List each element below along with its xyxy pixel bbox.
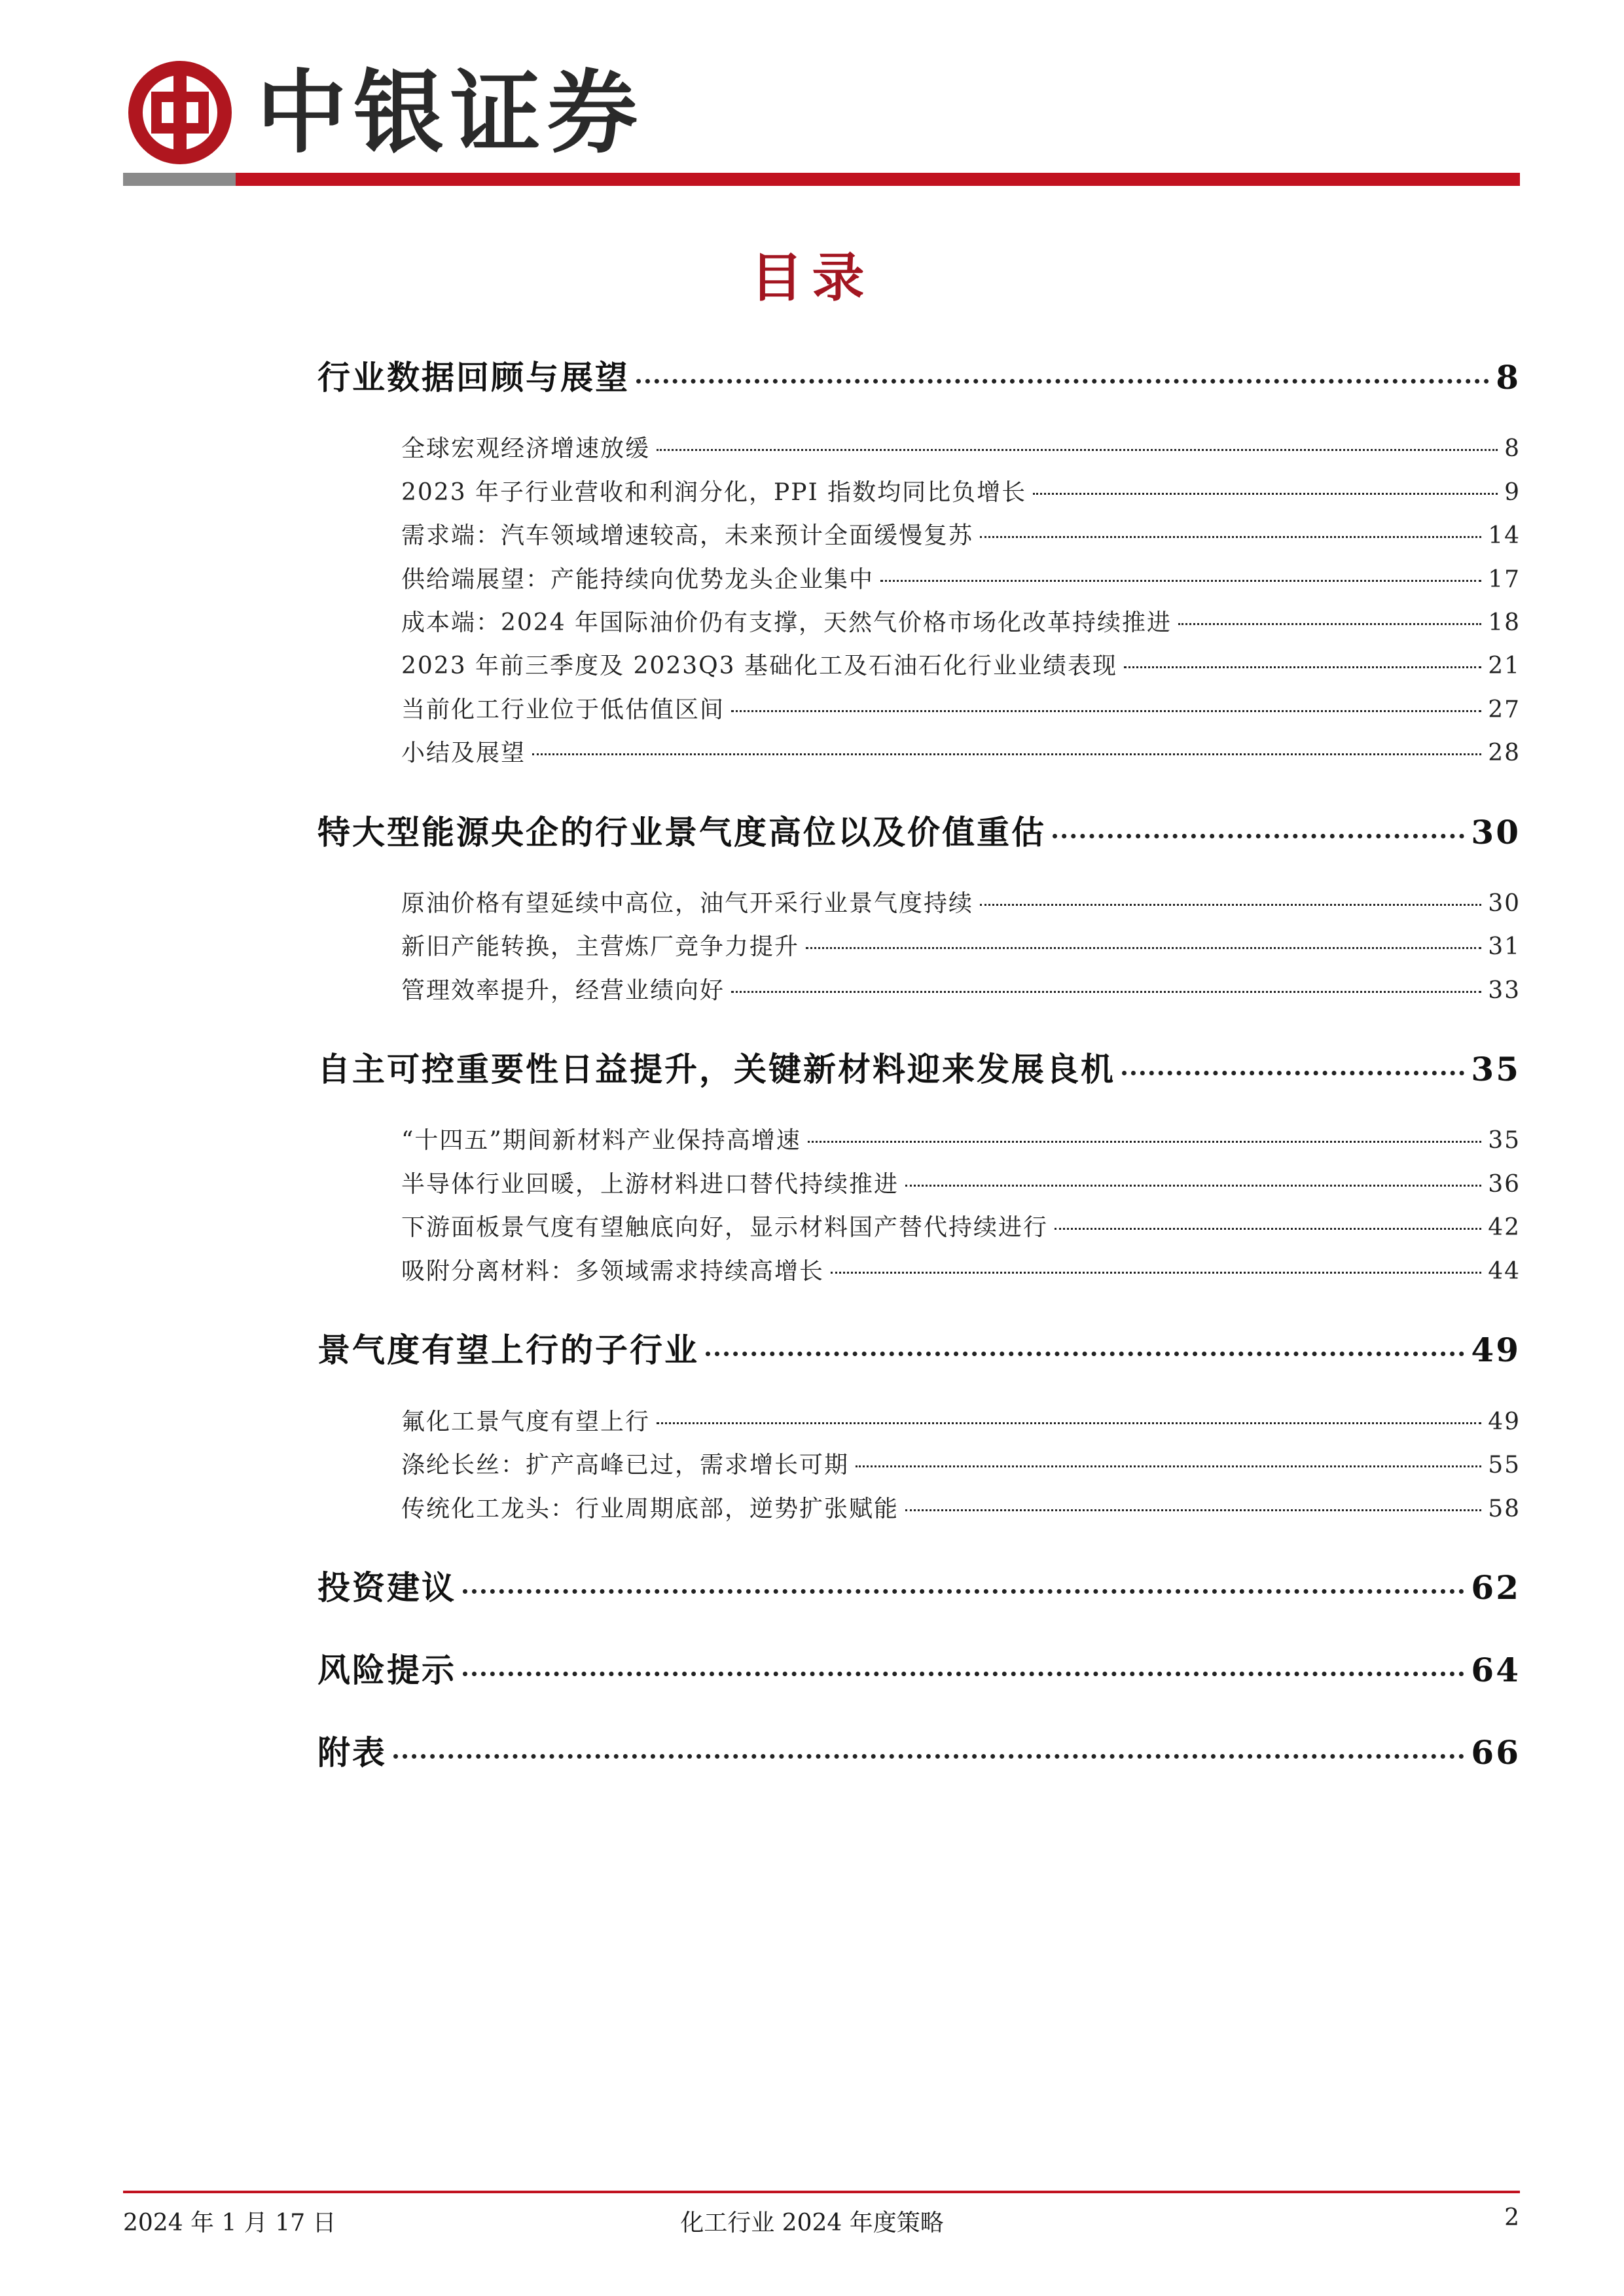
toc-leader (1124, 666, 1481, 668)
toc-entry-page: 33 (1488, 977, 1521, 1004)
toc-entry-page: 28 (1488, 740, 1521, 766)
toc-entry[interactable] (317, 561, 1521, 594)
toc-entry-title: 景气度有望上行的子行业 (317, 1331, 699, 1369)
toc-entry-title: 传统化工龙头：行业周期底部，逆势扩张赋能 (401, 1496, 899, 1522)
bank-of-china-logo-icon (128, 60, 232, 165)
toc-leader (393, 1754, 1464, 1759)
toc-entry-title: 行业数据回顾与展望 (317, 358, 630, 397)
toc-entry-title: 当前化工行业位于低估值区间 (401, 696, 725, 723)
toc-entry-page: 64 (1471, 1651, 1521, 1689)
toc-entry[interactable] (317, 474, 1521, 507)
toc-entry-title: 吸附分离材料：多领域需求持续高增长 (401, 1258, 825, 1285)
toc-leader (463, 1672, 1464, 1676)
toc-entry[interactable] (317, 734, 1521, 768)
toc-entry[interactable] (317, 1490, 1521, 1524)
toc-entry-page: 44 (1488, 1258, 1521, 1285)
toc-entry-title: 风险提示 (317, 1651, 456, 1689)
toc-entry-section-1[interactable] (317, 351, 1521, 399)
header-rule-gray (123, 173, 236, 186)
toc-leader (880, 580, 1481, 582)
toc-entry-page: 31 (1488, 933, 1521, 960)
toc-entry-title: 管理效率提升，经营业绩向好 (401, 977, 725, 1004)
toc-entry-section-5[interactable] (317, 1562, 1521, 1609)
toc-entry-section-2[interactable] (317, 806, 1521, 853)
toc-title: 目录 (750, 247, 874, 308)
footer-report-title: 化工行业 2024 年度策略 (680, 2210, 944, 2236)
toc-entry-page: 49 (1488, 1408, 1521, 1435)
toc-entry-title: 下游面板景气度有望触底向好，显示材料国产替代持续进行 (401, 1214, 1049, 1241)
toc-entry[interactable] (317, 1403, 1521, 1437)
toc-leader (905, 1509, 1481, 1511)
toc-entry-page: 55 (1488, 1452, 1521, 1479)
toc-entry-page: 17 (1488, 566, 1521, 593)
toc-entry-page: 18 (1488, 609, 1521, 636)
toc-leader (806, 947, 1481, 949)
toc-leader (905, 1185, 1481, 1187)
toc-entry[interactable] (317, 972, 1521, 1005)
toc-entry[interactable] (317, 1253, 1521, 1286)
toc-entry-page: 30 (1488, 890, 1521, 917)
header-rule-red (236, 173, 1520, 186)
toc-entry-page: 27 (1488, 696, 1521, 723)
toc-entry[interactable] (317, 1166, 1521, 1199)
toc-entry-title: 半导体行业回暖，上游材料进口替代持续推进 (401, 1171, 899, 1198)
toc-leader (856, 1465, 1481, 1467)
toc-entry[interactable] (317, 691, 1521, 725)
toc-entry-title: 原油价格有望延续中高位，油气开采行业景气度持续 (401, 890, 974, 917)
footer-date: 2024 年 1 月 17 日 (123, 2210, 336, 2236)
toc-leader (1178, 623, 1481, 625)
toc-leader (980, 904, 1481, 906)
toc-leader (1053, 834, 1464, 838)
toc-leader (532, 753, 1481, 755)
toc-entry-section-4[interactable] (317, 1324, 1521, 1371)
toc-leader (463, 1589, 1464, 1594)
toc-entry-title: 小结及展望 (401, 740, 526, 766)
toc-entry-title: 特大型能源央企的行业景气度高位以及价值重估 (317, 813, 1046, 852)
toc-entry-section-7[interactable] (317, 1727, 1521, 1774)
toc-entry-title: 投资建议 (317, 1568, 456, 1607)
toc-entry-page: 49 (1471, 1331, 1521, 1369)
toc-leader (657, 449, 1498, 451)
toc-entry[interactable] (317, 928, 1521, 961)
brand-name: 中银证券 (257, 59, 645, 166)
toc-entry-title: 自主可控重要性日益提升，关键新材料迎来发展良机 (317, 1050, 1115, 1088)
toc-entry[interactable] (317, 1122, 1521, 1155)
toc-leader (980, 536, 1481, 538)
toc-leader (808, 1141, 1481, 1143)
toc-entry-page: 30 (1471, 813, 1521, 852)
toc-entry-title: 成本端：2024 年国际油价仍有支撑，天然气价格市场化改革持续推进 (401, 609, 1172, 636)
toc-entry-page: 58 (1488, 1496, 1521, 1522)
toc-entry-section-6[interactable] (317, 1644, 1521, 1691)
toc-entry-page: 42 (1488, 1214, 1521, 1241)
toc-entry[interactable] (317, 430, 1521, 463)
toc-entry-title: 2023 年子行业营收和利润分化，PPI 指数均同比负增长 (401, 479, 1027, 506)
toc-entry-page: 66 (1471, 1733, 1521, 1772)
toc-leader (831, 1272, 1481, 1274)
page-header (0, 0, 1624, 196)
toc-entry[interactable] (317, 647, 1521, 681)
toc-leader (706, 1352, 1464, 1356)
toc-entry-title: 涤纶长丝：扩产高峰已过，需求增长可期 (401, 1452, 850, 1479)
toc-leader (1122, 1071, 1464, 1075)
footer-page-number: 2 (1504, 2204, 1519, 2231)
toc-entry-title: 2023 年前三季度及 2023Q3 基础化工及石油石化行业业绩表现 (401, 653, 1117, 679)
toc-leader (731, 991, 1481, 993)
toc-entry[interactable] (317, 604, 1521, 637)
toc-leader (1055, 1228, 1481, 1230)
toc-entry-page: 8 (1504, 435, 1521, 462)
toc-entry[interactable] (317, 885, 1521, 918)
toc-leader (657, 1422, 1481, 1424)
toc-entry[interactable] (317, 517, 1521, 550)
footer-rule (123, 2191, 1520, 2193)
toc-entry-title: 氟化工景气度有望上行 (401, 1408, 651, 1435)
toc-entry-title: “十四五”期间新材料产业保持高增速 (401, 1127, 801, 1154)
toc-entry-title: 需求端：汽车领域增速较高，未来预计全面缓慢复苏 (401, 522, 974, 549)
toc-entry-page: 36 (1488, 1171, 1521, 1198)
toc-leader (731, 710, 1481, 712)
toc-entry-page: 9 (1504, 479, 1521, 506)
toc-entry-page: 21 (1488, 653, 1521, 679)
toc-entry-section-3[interactable] (317, 1043, 1521, 1090)
toc-entry[interactable] (317, 1209, 1521, 1242)
toc-entry-title: 附表 (317, 1733, 387, 1772)
toc-entry-page: 8 (1496, 358, 1521, 397)
toc-entry-page: 62 (1471, 1568, 1521, 1607)
toc-entry-title: 供给端展望：产能持续向优势龙头企业集中 (401, 566, 875, 593)
toc-entry-page: 35 (1488, 1127, 1521, 1154)
toc-leader (1033, 493, 1498, 495)
toc-entry-title: 全球宏观经济增速放缓 (401, 435, 651, 462)
toc-entry-title: 新旧产能转换，主营炼厂竞争力提升 (401, 933, 800, 960)
toc-entry[interactable] (317, 1446, 1521, 1480)
toc-entry-page: 35 (1471, 1050, 1521, 1088)
toc-entry-page: 14 (1488, 522, 1521, 549)
toc-leader (636, 379, 1489, 384)
